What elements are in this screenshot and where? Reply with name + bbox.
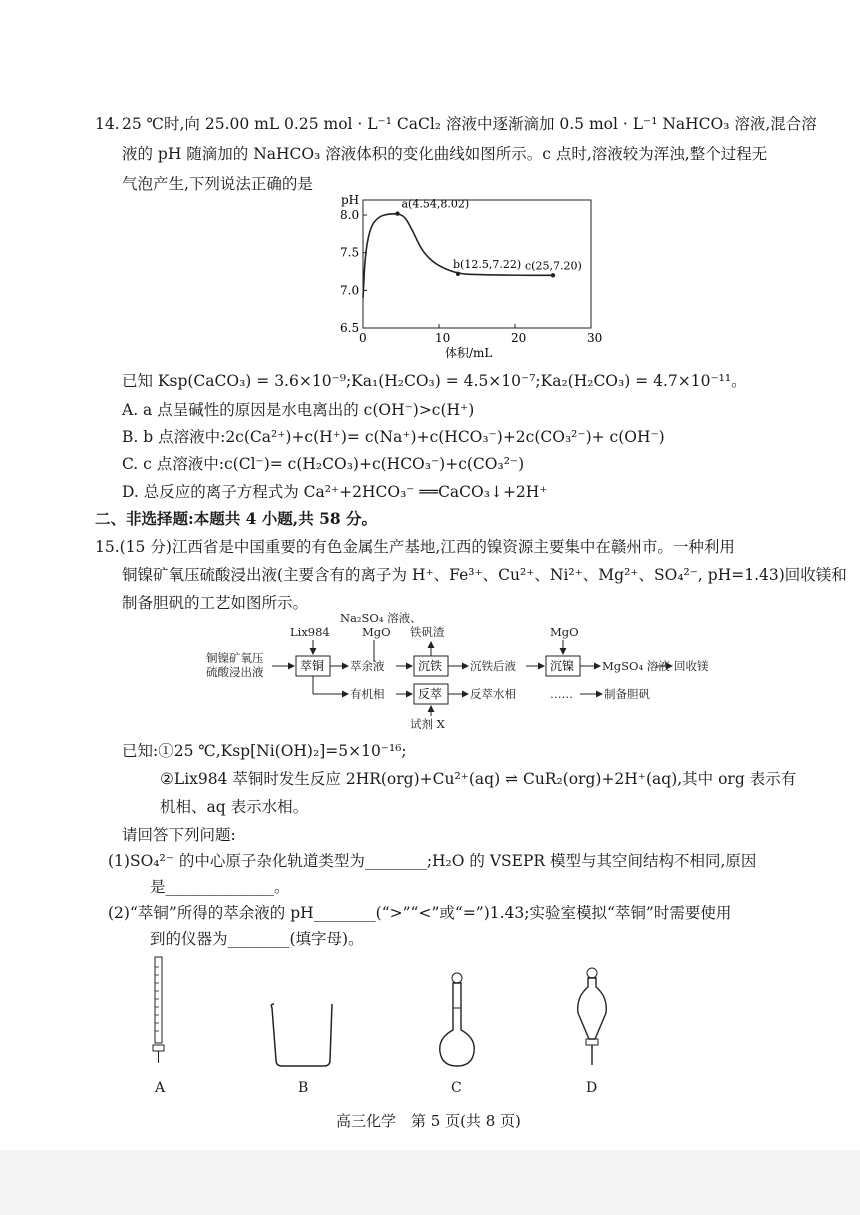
- x-tick-label: 10: [435, 331, 451, 345]
- x-tick-label: 0: [359, 331, 367, 345]
- chart-point-label: b(12.5,7.22): [453, 257, 522, 271]
- apparatus-label-b: B: [298, 1080, 309, 1096]
- q15-sub2-line1: (2)“萃铜”所得的萃余液的 pH________(“>”“<”或“=”)1.43;实验室模拟“萃铜”时需要使用: [108, 904, 732, 922]
- reagent-mgo-2: MgO: [550, 625, 579, 639]
- q15-line2: 铜镍矿氧压硫酸浸出液(主要含有的离子为 H⁺、Fe³⁺、Cu²⁺、Ni²⁺、Mg²⁺、SO₄²⁻, pH=1.43)回收镁和: [122, 566, 847, 584]
- q14-number: 14.: [95, 115, 120, 133]
- reagent-lix984: Lix984: [290, 625, 330, 639]
- aqueous-phase-label: 反萃水相: [470, 687, 516, 701]
- q14-stem-line3: 气泡产生,下列说法正确的是: [122, 175, 313, 193]
- q15-known-2a: ②Lix984 萃铜时发生反应 2HR(org)+Cu²⁺(aq) ⇌ CuR₂(org)+2H⁺(aq),其中 org 表示有: [160, 770, 797, 788]
- reagent-mgo-1: MgO: [362, 625, 391, 639]
- y-tick-label: 7.0: [340, 283, 360, 298]
- y-tick-label: 7.5: [340, 245, 360, 260]
- recover-mg-label: 回收镁: [674, 659, 709, 673]
- q15-line3: 制备胆矾的工艺如图所示。: [122, 594, 309, 612]
- y-tick-label: 6.5: [340, 321, 360, 335]
- q15-sub2-line2: 到的仪器为________(填字母)。: [150, 930, 364, 948]
- chart-point-label: a(4.54,8.02): [401, 197, 470, 211]
- q14-stem-line2: 液的 pH 随滴加的 NaHCO₃ 溶液体积的变化曲线如图所示。c 点时,溶液较为浑浊,整个过程无: [122, 145, 768, 163]
- ellipsis-label: ……: [550, 687, 573, 701]
- q14-known: 已知 Ksp(CaCO₃) = 3.6×10⁻⁹;Ka₁(H₂CO₃) = 4.5×10⁻⁷;Ka₂(H₂CO₃) = 4.7×10⁻¹¹。: [122, 372, 747, 390]
- box-fe-precip-label: 沉铁: [418, 659, 443, 673]
- after-fe-label: 沉铁后液: [470, 659, 516, 673]
- feed-label-2: 硫酸浸出液: [206, 665, 264, 679]
- feed-label-1: 铜镍矿氧压: [206, 651, 264, 665]
- apparatus-burette: [146, 955, 172, 1070]
- x-tick-label: 30: [587, 331, 603, 345]
- reagent-x: 试剂 X: [410, 717, 445, 731]
- q15-known-1: 已知:①25 ℃,Ksp[Ni(OH)₂]=5×10⁻¹⁶;: [122, 742, 407, 760]
- box-cu-extract-label: 萃铜: [300, 659, 325, 673]
- y-axis-label: pH: [341, 193, 360, 207]
- chart-point: [395, 211, 399, 215]
- ph-curve: [363, 214, 553, 298]
- ph-titration-chart: [335, 192, 610, 362]
- process-flowchart: [200, 611, 709, 737]
- box-ni-precip-label: 沉镍: [550, 659, 575, 673]
- q14-stem-line1: 25 ℃时,向 25.00 mL 0.25 mol · L⁻¹ CaCl₂ 溶液中逐渐滴加 0.5 mol · L⁻¹ NaHCO₃ 溶液,混合溶: [122, 115, 817, 133]
- iron-residue: 铁矾渣: [410, 625, 445, 639]
- apparatus-volumetric-flask: [432, 970, 482, 1070]
- chart-point-label: c(25,7.20): [525, 259, 582, 273]
- apparatus-label-c: C: [451, 1080, 462, 1096]
- apparatus-beaker: [268, 1000, 338, 1070]
- raffinate-label: 萃余液: [350, 659, 385, 673]
- page-footer: 高三化学 第 5 页(共 8 页): [336, 1112, 521, 1130]
- apparatus-label-a: A: [155, 1080, 166, 1096]
- q15-known-2b: 机相、aq 表示水相。: [160, 798, 309, 816]
- box-back-extract-label: 反萃: [418, 687, 443, 701]
- apparatus-label-d: D: [586, 1080, 598, 1096]
- q14-option-b: B. b 点溶液中:2c(Ca²⁺)+c(H⁺)= c(Na⁺)+c(HCO₃⁻)+2c(CO₃²⁻)+ c(OH⁻): [122, 428, 665, 446]
- x-axis-label: 体积/mL: [445, 346, 493, 360]
- q15-ask: 请回答下列问题:: [122, 826, 236, 844]
- q15-sub1-line1: (1)SO₄²⁻ 的中心原子杂化轨道类型为________;H₂O 的 VSEPR 模型与其空间结构不相同,原因: [108, 852, 757, 870]
- organic-phase-label: 有机相: [350, 687, 385, 701]
- prepare-alum-label: 制备胆矾: [604, 687, 650, 701]
- q14-option-a: A. a 点呈碱性的原因是水电离出的 c(OH⁻)>c(H⁺): [122, 401, 475, 419]
- section-2-heading: 二、非选择题:本题共 4 小题,共 58 分。: [95, 509, 378, 528]
- q14-option-d: D. 总反应的离子方程式为 Ca²⁺+2HCO₃⁻ ══CaCO₃↓+2H⁺: [122, 483, 548, 501]
- x-tick-label: 20: [511, 331, 527, 345]
- mgso4-label: MgSO₄ 溶液: [602, 659, 670, 673]
- chart-point: [551, 273, 555, 277]
- reagent-na2so4: Na₂SO₄ 溶液、: [340, 611, 422, 625]
- y-tick-label: 8.0: [340, 208, 360, 223]
- chart-point: [456, 272, 460, 276]
- q15-sub1-line2: 是______________。: [150, 878, 290, 896]
- q15-line1: 15.(15 分)江西省是中国重要的有色金属生产基地,江西的镍资源主要集中在赣州市。一种利用: [95, 538, 735, 556]
- q14-option-c: C. c 点溶液中:c(Cl⁻)= c(H₂CO₃)+c(HCO₃⁻)+c(CO₃²⁻): [122, 455, 525, 473]
- scan-bottom-margin: [0, 1150, 860, 1215]
- apparatus-separatory-funnel: [572, 965, 612, 1070]
